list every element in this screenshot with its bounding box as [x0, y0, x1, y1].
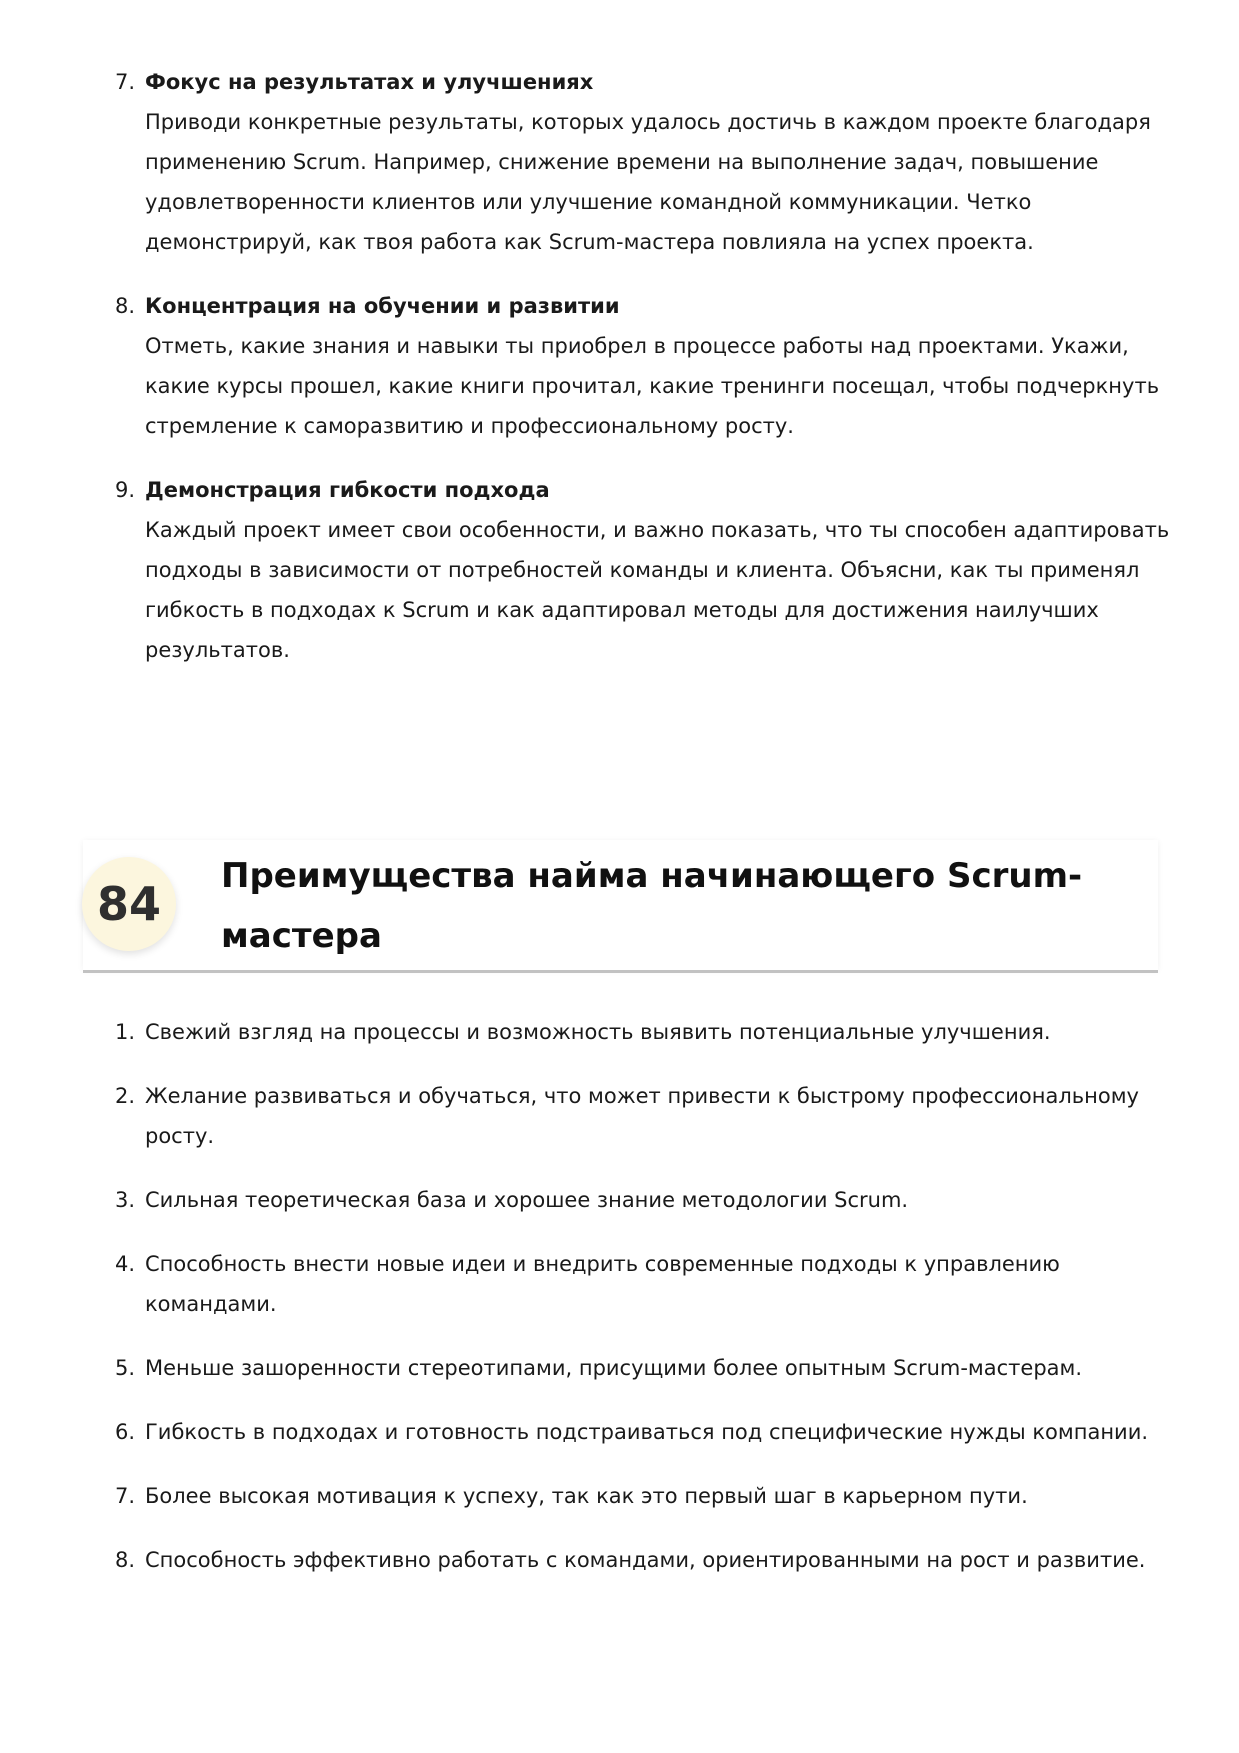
- section-number-badge: 84: [82, 857, 176, 951]
- tips-list: [115, 62, 1175, 670]
- list-item: [115, 1012, 1175, 1052]
- list-item-number: 8.: [115, 1548, 136, 1572]
- list-item-text: Свежий взгляд на процессы и возможность выявить потенциальные улучшения.: [145, 1020, 1051, 1044]
- list-item-number: 5.: [115, 1356, 136, 1380]
- advantages-list: [115, 1012, 1175, 1580]
- list-item-text: Более высокая мотивация к успеху, так как это первый шаг в карьерном пути.: [145, 1484, 1028, 1508]
- list-item-number: 7.: [115, 1484, 136, 1508]
- list-item: [115, 1476, 1175, 1516]
- list-item-text: Способность внести новые идеи и внедрить современные подходы к управлению командами.: [145, 1252, 1060, 1316]
- list-item: [115, 1540, 1175, 1580]
- list-item-title: Фокус на результатах и улучшениях: [145, 70, 594, 94]
- list-item-text: Гибкость в подходах и готовность подстраиваться под специфические нужды компании.: [145, 1420, 1149, 1444]
- list-item-number: 4.: [115, 1252, 136, 1276]
- list-item-title: Концентрация на обучении и развитии: [145, 294, 620, 318]
- list-item-number: 9.: [115, 478, 136, 502]
- list-item-text: Желание развиваться и обучаться, что может привести к быстрому профессиональному росту.: [145, 1084, 1139, 1148]
- list-item-body: Приводи конкретные результаты, которых удалось достичь в каждом проекте благодаря применению Scrum. Например, снижение времени на выполнение задач, повышение удовлетворенности клиентов или улучшение командной коммуникации. Четко демонстрируй, как твоя работа как Scrum-мастера повлияла на успех проекта.: [145, 110, 1151, 254]
- list-item-title: Демонстрация гибкости подхода: [145, 478, 550, 502]
- list-item: [115, 1180, 1175, 1220]
- list-item-text: Меньше зашоренности стереотипами, присущими более опытным Scrum-мастерам.: [145, 1356, 1083, 1380]
- list-item-number: 1.: [115, 1020, 136, 1044]
- section-title: Преимущества найма начинающего Scrum-мастера: [221, 856, 1083, 956]
- list-item: [115, 470, 1175, 670]
- list-item: [115, 1412, 1175, 1452]
- list-item-body: Отметь, какие знания и навыки ты приобрел в процессе работы над проектами. Укажи, какие курсы прошел, какие книги прочитал, какие тренинги посещал, чтобы подчеркнуть стремление к саморазвитию и профессиональному росту.: [145, 334, 1160, 438]
- section-divider: [83, 970, 1158, 973]
- list-item-number: 6.: [115, 1420, 136, 1444]
- list-item-number: 7.: [115, 70, 136, 94]
- list-item-text: Сильная теоретическая база и хорошее знание методологии Scrum.: [145, 1188, 909, 1212]
- list-item: [115, 1244, 1175, 1324]
- list-item-text: Способность эффективно работать с командами, ориентированными на рост и развитие.: [145, 1548, 1146, 1572]
- list-item-number: 3.: [115, 1188, 136, 1212]
- list-item-number: 8.: [115, 294, 136, 318]
- list-item: [115, 1348, 1175, 1388]
- list-item: [115, 1076, 1175, 1156]
- list-item-number: 2.: [115, 1084, 136, 1108]
- list-item: [115, 62, 1175, 262]
- list-item-body: Каждый проект имеет свои особенности, и важно показать, что ты способен адаптировать подходы в зависимости от потребностей команды и клиента. Объясни, как ты применял гибкость в подходах к Scrum и как адаптировал методы для достижения наилучших результатов.: [145, 518, 1170, 662]
- list-item: [115, 286, 1175, 446]
